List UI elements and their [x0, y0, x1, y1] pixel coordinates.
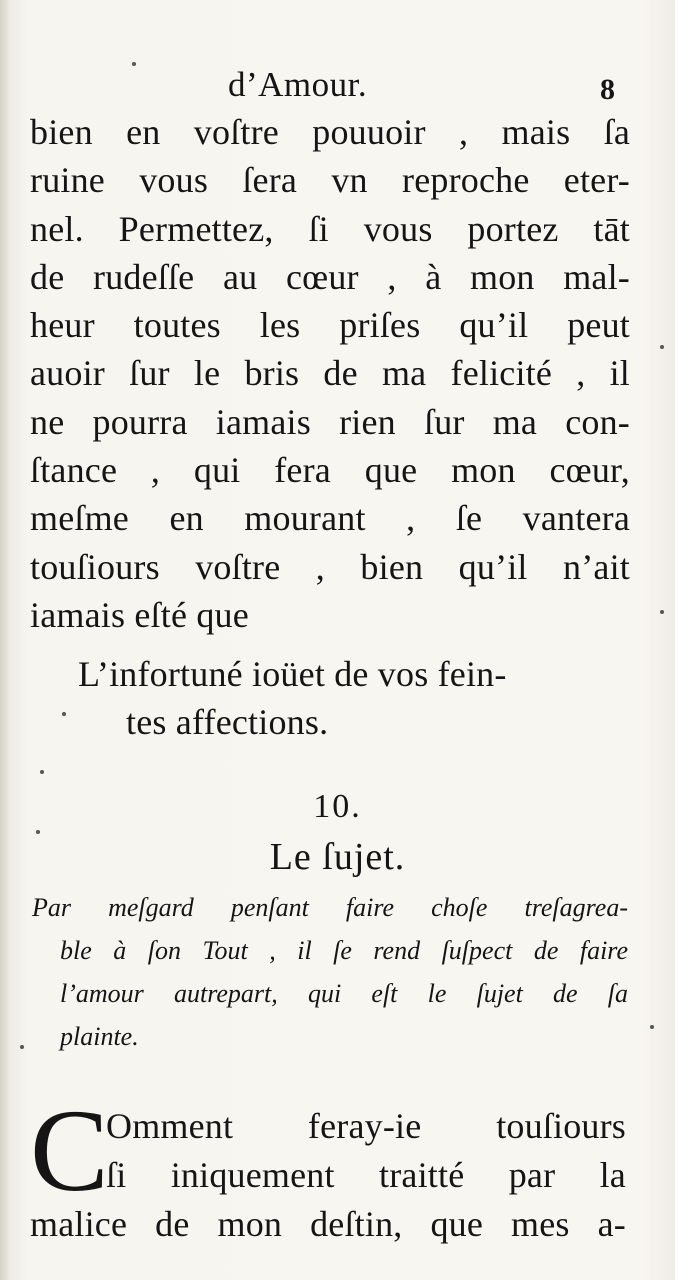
text-line: touſiours voſtre , bien qu’il n’ait [30, 546, 630, 587]
text-line: auoir ſur le bris de ma felicité , il [30, 353, 630, 394]
signature-line: tes affections. [126, 702, 329, 743]
speck [650, 1025, 654, 1029]
speck [20, 1045, 24, 1049]
text-line: nel. Permettez, ſi vous portez tāt [30, 208, 630, 249]
text-line: malice de mon deſtin, que mes a- [30, 1204, 626, 1244]
text-line: ſtance , qui fera que mon cœur, [30, 450, 630, 491]
running-head [0, 60, 675, 110]
speck [660, 345, 664, 349]
letter-opening [30, 1102, 626, 1249]
letter-number: 10. [313, 788, 362, 825]
letter-text [30, 108, 630, 639]
text-line: Omment feray-ie touſiours [106, 1106, 626, 1146]
signature-line: L’infortuné ioüet de vos fein- [78, 654, 507, 694]
text-line: ne pourra iamais rien ſur ma con- [30, 401, 630, 442]
text-line: iamais eſté que [30, 594, 249, 635]
page-number: 8 [600, 73, 615, 106]
argument-summary [32, 886, 628, 1058]
argument-line: Par meſgard penſant faire choſe treſagrea- [32, 893, 628, 922]
text-line: bien en voſtre pouuoir , mais ſa [30, 112, 630, 152]
text-line: ruine vous ſera vn reproche eter- [30, 160, 630, 201]
letter-signature [78, 650, 507, 747]
text-line: de rudeſſe au cœur , à mon mal- [30, 256, 630, 297]
speck [40, 770, 44, 774]
speck [660, 610, 664, 614]
argument-line: plainte. [60, 1022, 139, 1051]
speck [62, 712, 66, 716]
text-line: heur toutes les priſes qu’il peut [30, 305, 630, 346]
letter-heading: Le ſujet. [269, 836, 406, 878]
text-line: meſme en mourant , ſe vantera [30, 498, 630, 539]
argument-line: ble à ſon Tout , il ſe rend ſuſpect de faire [60, 936, 628, 965]
gutter-shadow [0, 0, 10, 1280]
drop-cap: C [30, 1085, 109, 1216]
speck [36, 830, 40, 834]
speck [132, 62, 136, 66]
running-title: d’Amour. [228, 65, 368, 104]
text-line: ſi iniquement traitté par la [106, 1155, 626, 1195]
argument-line: l’amour autrepart, qui eſt le ſujet de ſa [60, 979, 628, 1008]
